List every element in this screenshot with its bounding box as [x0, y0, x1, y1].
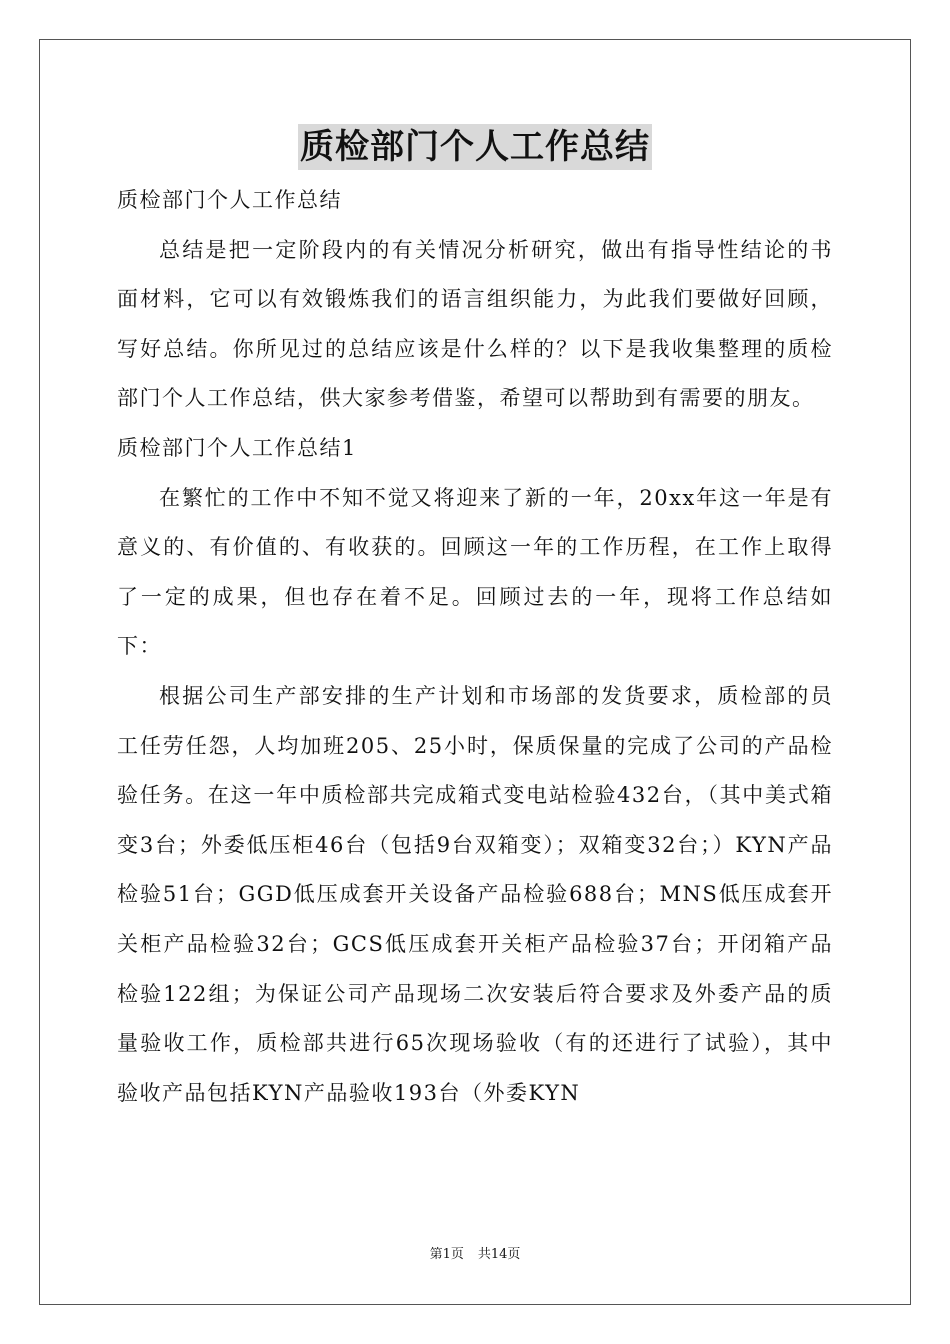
- title-wrap: [0, 124, 950, 170]
- paragraph-inspection-summary: 根据公司生产部安排的生产计划和市场部的发货要求，质检部的员工任劳任怨，人均加班205、25小时，保质保量的完成了公司的产品检验任务。在这一年中质检部共完成箱式变电站检验432台，（其中美式箱变3台；外委低压柜46台（包括9台双箱变）；双箱变32台；）KYN产品检验51台；GGD低压成套开关设备产品检验688台；MNS低压成套开关柜产品检验32台；GCS低压成套开关柜产品检验37台；开闭箱产品检验122组；为保证公司产品现场二次安装后符合要求及外委产品的质量验收工作，质检部共进行65次现场验收（有的还进行了试验），其中验收产品包括KYN产品验收193台（外委KYN: [117, 683, 833, 1105]
- page-number: 第1页: [429, 1247, 464, 1262]
- page-footer: [0, 1246, 950, 1264]
- page-total: 共14页: [477, 1247, 521, 1262]
- paragraph-section-intro: 在繁忙的工作中不知不觉又将迎来了新的一年，20xx年这一年是有意义的、有价值的、有收获的。回顾这一年的工作历程，在工作上取得了一定的成果，但也存在着不足。回顾过去的一年，现将工作总结如下：: [117, 485, 833, 659]
- paragraph-section-heading: 质检部门个人工作总结1: [117, 435, 357, 460]
- paragraph-intro: 总结是把一定阶段内的有关情况分析研究，做出有指导性结论的书面材料，它可以有效锻炼我们的语言组织能力，为此我们要做好回顾，写好总结。你所见过的总结应该是什么样的？以下是我收集整理的质检部门个人工作总结，供大家参考借鉴，希望可以帮助到有需要的朋友。: [117, 237, 833, 411]
- paragraph-subtitle: 质检部门个人工作总结: [117, 188, 342, 212]
- document-title: 质检部门个人工作总结: [298, 124, 652, 170]
- document-body: [117, 176, 833, 1118]
